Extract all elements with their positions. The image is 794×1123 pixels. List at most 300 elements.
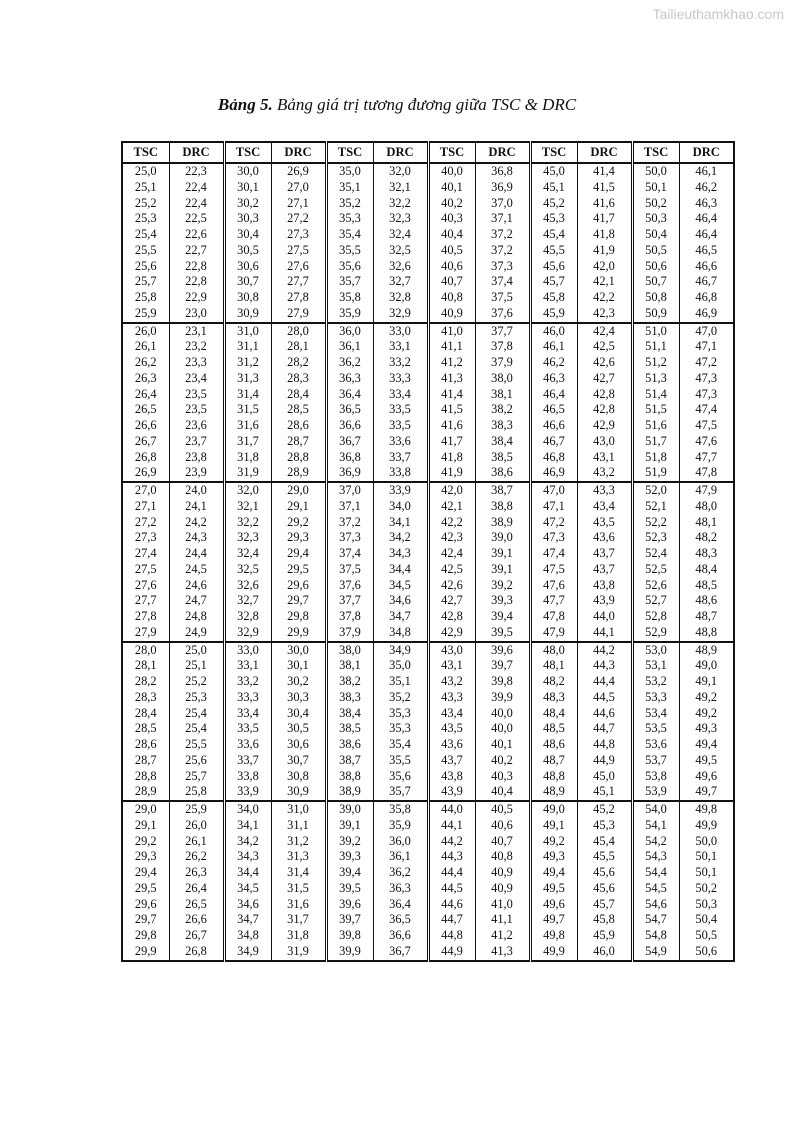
- header-drc: DRC: [475, 142, 530, 163]
- drc-cell: 49,9: [679, 818, 734, 834]
- drc-cell: 43,7: [577, 562, 632, 578]
- drc-cell: 27,8: [271, 290, 326, 306]
- tsc-cell: 28,8: [134, 768, 157, 783]
- tsc-cell: 53,5: [632, 721, 679, 737]
- tsc-cell: 26,1: [134, 339, 157, 354]
- tsc-cell: 50,1: [632, 180, 679, 196]
- drc-cell: 42,1: [577, 274, 632, 290]
- drc-cell: 36,0: [373, 834, 428, 850]
- tsc-cell: 30,1: [224, 180, 271, 196]
- tsc-cell: 35,8: [326, 290, 373, 306]
- tsc-cell: 35,7: [326, 274, 373, 290]
- drc-cell: 34,5: [373, 578, 428, 594]
- drc-cell: 33,0: [373, 323, 428, 340]
- drc-cell: 30,7: [271, 753, 326, 769]
- tsc-cell: 27,9: [122, 625, 169, 642]
- tsc-cell: 25,0: [134, 164, 157, 178]
- drc-cell: 23,8: [169, 450, 224, 466]
- tsc-cell: 36,9: [326, 465, 373, 482]
- drc-cell: 31,7: [271, 912, 326, 928]
- drc-cell: 35,2: [373, 690, 428, 706]
- header-drc: DRC: [679, 142, 734, 163]
- drc-cell: 36,8: [475, 163, 530, 180]
- table-row: [122, 578, 734, 594]
- tsc-cell: 37,7: [326, 593, 373, 609]
- drc-cell: 50,1: [679, 849, 734, 865]
- table-row: [122, 690, 734, 706]
- drc-cell: 47,2: [679, 355, 734, 371]
- tsc-cell: 32,4: [224, 546, 271, 562]
- tsc-cell: 43,4: [428, 706, 475, 722]
- tsc-cell: 45,5: [530, 243, 577, 259]
- drc-cell: 45,5: [577, 849, 632, 865]
- tsc-cell: 26,0: [134, 323, 157, 338]
- drc-cell: 37,0: [475, 196, 530, 212]
- tsc-cell: 53,2: [632, 674, 679, 690]
- tsc-cell: 27,5: [134, 561, 157, 576]
- drc-cell: 32,8: [373, 290, 428, 306]
- tsc-cell: 31,9: [224, 465, 271, 482]
- drc-cell: 36,2: [373, 865, 428, 881]
- drc-cell: 24,1: [169, 499, 224, 515]
- drc-cell: 41,7: [577, 211, 632, 227]
- tsc-cell: 31,5: [224, 402, 271, 418]
- tsc-cell: 45,0: [530, 163, 577, 180]
- drc-cell: 48,2: [679, 530, 734, 546]
- tsc-cell: 42,3: [428, 530, 475, 546]
- drc-cell: 47,6: [679, 434, 734, 450]
- table-row: [122, 323, 734, 340]
- tsc-cell: 42,2: [428, 515, 475, 531]
- tsc-cell: 49,8: [530, 928, 577, 944]
- drc-cell: 44,1: [577, 625, 632, 642]
- drc-cell: 29,2: [271, 515, 326, 531]
- drc-cell: 29,5: [271, 562, 326, 578]
- tsc-cell: 36,0: [326, 323, 373, 340]
- tsc-cell: 48,6: [530, 737, 577, 753]
- tsc-cell: 32,9: [224, 625, 271, 642]
- drc-cell: 42,0: [577, 259, 632, 275]
- drc-cell: 47,4: [679, 402, 734, 418]
- drc-cell: 41,3: [475, 944, 530, 961]
- drc-cell: 47,8: [679, 465, 734, 482]
- drc-cell: 26,3: [169, 865, 224, 881]
- drc-cell: 33,4: [373, 387, 428, 403]
- tsc-cell: 50,0: [632, 163, 679, 180]
- drc-cell: 37,4: [475, 274, 530, 290]
- drc-cell: 25,4: [169, 706, 224, 722]
- tsc-cell: 27,8: [134, 609, 157, 623]
- drc-cell: 24,5: [169, 562, 224, 578]
- drc-cell: 38,0: [475, 371, 530, 387]
- table-row: [122, 530, 734, 546]
- drc-cell: 26,0: [169, 818, 224, 834]
- tsc-cell: 31,0: [224, 323, 271, 340]
- tsc-cell: 53,4: [632, 706, 679, 722]
- tsc-cell: 47,9: [530, 625, 577, 642]
- caption-text: Bảng giá trị tương đương giữa TSC & DRC: [272, 95, 577, 114]
- tsc-cell: 35,3: [326, 211, 373, 227]
- drc-cell: 47,3: [679, 387, 734, 403]
- tsc-cell: 33,0: [224, 642, 271, 659]
- tsc-cell: 54,6: [632, 897, 679, 913]
- drc-cell: 24,4: [169, 546, 224, 562]
- tsc-cell: 39,9: [326, 944, 373, 961]
- drc-cell: 45,7: [577, 897, 632, 913]
- tsc-cell: 43,7: [428, 753, 475, 769]
- tsc-cell: 44,6: [428, 897, 475, 913]
- tsc-cell: 40,6: [428, 259, 475, 275]
- table-row: [122, 737, 734, 753]
- drc-cell: 28,1: [271, 339, 326, 355]
- drc-cell: 29,9: [271, 625, 326, 642]
- tsc-cell: 48,0: [530, 642, 577, 659]
- drc-cell: 49,8: [679, 801, 734, 818]
- tsc-cell: 29,7: [134, 912, 157, 927]
- drc-cell: 38,4: [475, 434, 530, 450]
- drc-cell: 25,4: [169, 721, 224, 737]
- drc-cell: 25,0: [169, 642, 224, 659]
- drc-cell: 31,1: [271, 818, 326, 834]
- tsc-cell: 31,4: [224, 387, 271, 403]
- tsc-cell: 33,4: [224, 706, 271, 722]
- drc-cell: 32,6: [373, 259, 428, 275]
- drc-cell: 50,0: [679, 834, 734, 850]
- drc-cell: 24,2: [169, 515, 224, 531]
- drc-cell: 41,1: [475, 912, 530, 928]
- tsc-cell: 47,5: [530, 562, 577, 578]
- drc-cell: 44,3: [577, 658, 632, 674]
- drc-cell: 39,7: [475, 658, 530, 674]
- drc-cell: 27,7: [271, 274, 326, 290]
- drc-cell: 39,2: [475, 578, 530, 594]
- drc-cell: 48,9: [679, 642, 734, 659]
- tsc-cell: 42,8: [428, 609, 475, 625]
- tsc-cell: 26,6: [134, 418, 157, 432]
- tsc-cell: 38,3: [326, 690, 373, 706]
- drc-cell: 49,7: [679, 784, 734, 801]
- tsc-cell: 46,1: [530, 339, 577, 355]
- table-row: [122, 418, 734, 434]
- tsc-cell: 48,5: [530, 721, 577, 737]
- drc-cell: 50,4: [679, 912, 734, 928]
- tsc-cell: 41,5: [428, 402, 475, 418]
- tsc-cell: 31,1: [224, 339, 271, 355]
- tsc-cell: 45,4: [530, 227, 577, 243]
- drc-cell: 49,6: [679, 769, 734, 785]
- table-row: [122, 434, 734, 450]
- tsc-cell: 41,7: [428, 434, 475, 450]
- drc-cell: 34,0: [373, 499, 428, 515]
- tsc-cell: 52,2: [632, 515, 679, 531]
- tsc-cell: 40,5: [428, 243, 475, 259]
- drc-cell: 32,0: [373, 163, 428, 180]
- drc-cell: 44,7: [577, 721, 632, 737]
- drc-cell: 30,0: [271, 642, 326, 659]
- drc-cell: 26,8: [169, 944, 224, 961]
- drc-cell: 49,1: [679, 674, 734, 690]
- tsc-cell: 41,6: [428, 418, 475, 434]
- drc-cell: 38,8: [475, 499, 530, 515]
- drc-cell: 27,9: [271, 306, 326, 323]
- tsc-cell: 36,7: [326, 434, 373, 450]
- drc-cell: 40,3: [475, 769, 530, 785]
- drc-cell: 30,3: [271, 690, 326, 706]
- drc-cell: 43,0: [577, 434, 632, 450]
- tsc-cell: 54,2: [632, 834, 679, 850]
- tsc-cell: 31,8: [224, 450, 271, 466]
- drc-cell: 23,5: [169, 402, 224, 418]
- tsc-cell: 30,7: [224, 274, 271, 290]
- header-tsc: TSC: [632, 142, 679, 163]
- drc-cell: 35,3: [373, 721, 428, 737]
- drc-cell: 26,2: [169, 849, 224, 865]
- tsc-cell: 25,3: [134, 211, 157, 226]
- tsc-cell: 29,8: [134, 928, 157, 942]
- tsc-cell: 33,3: [224, 690, 271, 706]
- drc-cell: 27,6: [271, 259, 326, 275]
- drc-cell: 36,5: [373, 912, 428, 928]
- tsc-cell: 27,0: [134, 483, 157, 497]
- tsc-cell: 33,8: [224, 769, 271, 785]
- drc-cell: 37,7: [475, 323, 530, 340]
- tsc-cell: 43,9: [428, 784, 475, 801]
- drc-cell: 46,3: [679, 196, 734, 212]
- tsc-cell: 30,9: [224, 306, 271, 323]
- tsc-cell: 48,2: [530, 674, 577, 690]
- drc-cell: 45,8: [577, 912, 632, 928]
- drc-cell: 45,9: [577, 928, 632, 944]
- tsc-cell: 49,1: [530, 818, 577, 834]
- drc-cell: 47,5: [679, 418, 734, 434]
- tsc-cell: 46,4: [530, 387, 577, 403]
- drc-cell: 32,5: [373, 243, 428, 259]
- drc-cell: 32,3: [373, 211, 428, 227]
- drc-cell: 43,2: [577, 465, 632, 482]
- tsc-cell: 28,2: [134, 674, 157, 688]
- tsc-cell: 46,8: [530, 450, 577, 466]
- table-row: [122, 706, 734, 722]
- tsc-cell: 54,0: [632, 801, 679, 818]
- tsc-cell: 25,8: [134, 290, 157, 304]
- tsc-cell: 28,3: [134, 689, 157, 704]
- drc-cell: 23,9: [169, 465, 224, 482]
- drc-cell: 28,5: [271, 402, 326, 418]
- tsc-cell: 50,4: [632, 227, 679, 243]
- drc-cell: 49,2: [679, 690, 734, 706]
- tsc-cell: 35,9: [326, 306, 373, 323]
- tsc-cell: 48,4: [530, 706, 577, 722]
- drc-cell: 48,1: [679, 515, 734, 531]
- drc-cell: 44,8: [577, 737, 632, 753]
- drc-cell: 34,2: [373, 530, 428, 546]
- tsc-cell: 50,7: [632, 274, 679, 290]
- drc-cell: 23,1: [169, 323, 224, 340]
- drc-cell: 39,1: [475, 562, 530, 578]
- header-tsc: TSC: [326, 142, 373, 163]
- tsc-cell: 27,4: [134, 546, 157, 560]
- drc-cell: 25,8: [169, 784, 224, 801]
- tsc-cell: 53,3: [632, 690, 679, 706]
- drc-cell: 41,2: [475, 928, 530, 944]
- tsc-cell: 41,3: [428, 371, 475, 387]
- tsc-cell: 43,6: [428, 737, 475, 753]
- drc-cell: 48,5: [679, 578, 734, 594]
- tsc-cell: 34,1: [224, 818, 271, 834]
- drc-cell: 40,9: [475, 881, 530, 897]
- tsc-cell: 45,6: [530, 259, 577, 275]
- tsc-cell: 50,9: [632, 306, 679, 323]
- drc-cell: 28,2: [271, 355, 326, 371]
- drc-cell: 35,7: [373, 784, 428, 801]
- drc-cell: 25,2: [169, 674, 224, 690]
- tsc-cell: 25,6: [134, 258, 157, 273]
- tsc-cell: 47,1: [530, 499, 577, 515]
- drc-cell: 46,4: [679, 227, 734, 243]
- drc-cell: 23,0: [169, 306, 224, 323]
- drc-cell: 42,8: [577, 402, 632, 418]
- tsc-cell: 31,2: [224, 355, 271, 371]
- tsc-drc-table: [121, 141, 735, 962]
- drc-cell: 46,1: [679, 163, 734, 180]
- tsc-cell: 39,3: [326, 849, 373, 865]
- drc-cell: 41,4: [577, 163, 632, 180]
- drc-cell: 32,7: [373, 274, 428, 290]
- tsc-cell: 34,7: [224, 912, 271, 928]
- drc-cell: 44,5: [577, 690, 632, 706]
- tsc-cell: 26,3: [134, 370, 157, 385]
- drc-cell: 31,4: [271, 865, 326, 881]
- tsc-cell: 30,8: [224, 290, 271, 306]
- drc-cell: 32,9: [373, 306, 428, 323]
- drc-cell: 48,8: [679, 625, 734, 642]
- tsc-cell: 48,7: [530, 753, 577, 769]
- table-row: [122, 371, 734, 387]
- tsc-cell: 42,4: [428, 546, 475, 562]
- drc-cell: 27,0: [271, 180, 326, 196]
- tsc-cell: 54,5: [632, 881, 679, 897]
- table-row: [122, 801, 734, 818]
- drc-cell: 36,1: [373, 849, 428, 865]
- header-tsc: TSC: [530, 142, 577, 163]
- tsc-cell: 47,7: [530, 593, 577, 609]
- tsc-cell: 48,8: [530, 769, 577, 785]
- tsc-cell: 40,2: [428, 196, 475, 212]
- drc-cell: 48,6: [679, 593, 734, 609]
- drc-cell: 24,6: [169, 578, 224, 594]
- drc-cell: 24,8: [169, 609, 224, 625]
- tsc-cell: 26,5: [134, 402, 157, 417]
- tsc-cell: 43,2: [428, 674, 475, 690]
- drc-cell: 29,3: [271, 530, 326, 546]
- drc-cell: 41,5: [577, 180, 632, 196]
- tsc-cell: 40,0: [428, 163, 475, 180]
- table-row: [122, 625, 734, 642]
- table-row: [122, 163, 734, 180]
- drc-cell: 44,6: [577, 706, 632, 722]
- drc-cell: 26,7: [169, 928, 224, 944]
- tsc-cell: 49,2: [530, 834, 577, 850]
- tsc-cell: 45,2: [530, 196, 577, 212]
- drc-cell: 33,9: [373, 482, 428, 499]
- tsc-cell: 52,9: [632, 625, 679, 642]
- drc-cell: 46,4: [679, 211, 734, 227]
- tsc-cell: 31,6: [224, 418, 271, 434]
- table-row: [122, 721, 734, 737]
- header-tsc: TSC: [224, 142, 271, 163]
- drc-cell: 27,1: [271, 196, 326, 212]
- drc-cell: 28,8: [271, 450, 326, 466]
- drc-cell: 37,2: [475, 243, 530, 259]
- tsc-cell: 44,7: [428, 912, 475, 928]
- drc-cell: 28,6: [271, 418, 326, 434]
- drc-cell: 29,4: [271, 546, 326, 562]
- table-row: [122, 865, 734, 881]
- tsc-cell: 29,4: [134, 865, 157, 879]
- table-row: [122, 912, 734, 928]
- tsc-cell: 36,2: [326, 355, 373, 371]
- drc-cell: 45,3: [577, 818, 632, 834]
- drc-cell: 44,2: [577, 642, 632, 659]
- tsc-cell: 39,4: [326, 865, 373, 881]
- tsc-cell: 52,8: [632, 609, 679, 625]
- drc-cell: 27,3: [271, 227, 326, 243]
- tsc-cell: 44,3: [428, 849, 475, 865]
- table-row: [122, 562, 734, 578]
- drc-cell: 37,8: [475, 339, 530, 355]
- tsc-cell: 41,2: [428, 355, 475, 371]
- tsc-cell: 37,6: [326, 578, 373, 594]
- tsc-cell: 50,5: [632, 243, 679, 259]
- tsc-cell: 47,2: [530, 515, 577, 531]
- drc-cell: 36,4: [373, 897, 428, 913]
- tsc-cell: 51,9: [632, 465, 679, 482]
- table-row: [122, 465, 734, 482]
- drc-cell: 31,6: [271, 897, 326, 913]
- table-row: [122, 818, 734, 834]
- drc-cell: 39,5: [475, 625, 530, 642]
- drc-cell: 33,2: [373, 355, 428, 371]
- table-row: [122, 259, 734, 275]
- tsc-cell: 39,5: [326, 881, 373, 897]
- table-row: [122, 243, 734, 259]
- tsc-cell: 51,0: [632, 323, 679, 340]
- drc-cell: 46,5: [679, 243, 734, 259]
- drc-cell: 28,0: [271, 323, 326, 340]
- tsc-cell: 52,3: [632, 530, 679, 546]
- tsc-cell: 30,4: [224, 227, 271, 243]
- drc-cell: 30,9: [271, 784, 326, 801]
- tsc-cell: 48,3: [530, 690, 577, 706]
- tsc-cell: 36,4: [326, 387, 373, 403]
- tsc-cell: 42,7: [428, 593, 475, 609]
- drc-cell: 24,3: [169, 530, 224, 546]
- tsc-cell: 38,5: [326, 721, 373, 737]
- drc-cell: 38,7: [475, 482, 530, 499]
- tsc-cell: 26,7: [134, 433, 157, 448]
- drc-cell: 26,9: [271, 163, 326, 180]
- drc-cell: 45,2: [577, 801, 632, 818]
- drc-cell: 43,7: [577, 546, 632, 562]
- table-row: [122, 515, 734, 531]
- tsc-cell: 29,9: [134, 943, 157, 958]
- drc-cell: 50,5: [679, 928, 734, 944]
- tsc-cell: 49,3: [530, 849, 577, 865]
- tsc-cell: 49,5: [530, 881, 577, 897]
- drc-cell: 23,2: [169, 339, 224, 355]
- drc-cell: 35,1: [373, 674, 428, 690]
- tsc-cell: 50,3: [632, 211, 679, 227]
